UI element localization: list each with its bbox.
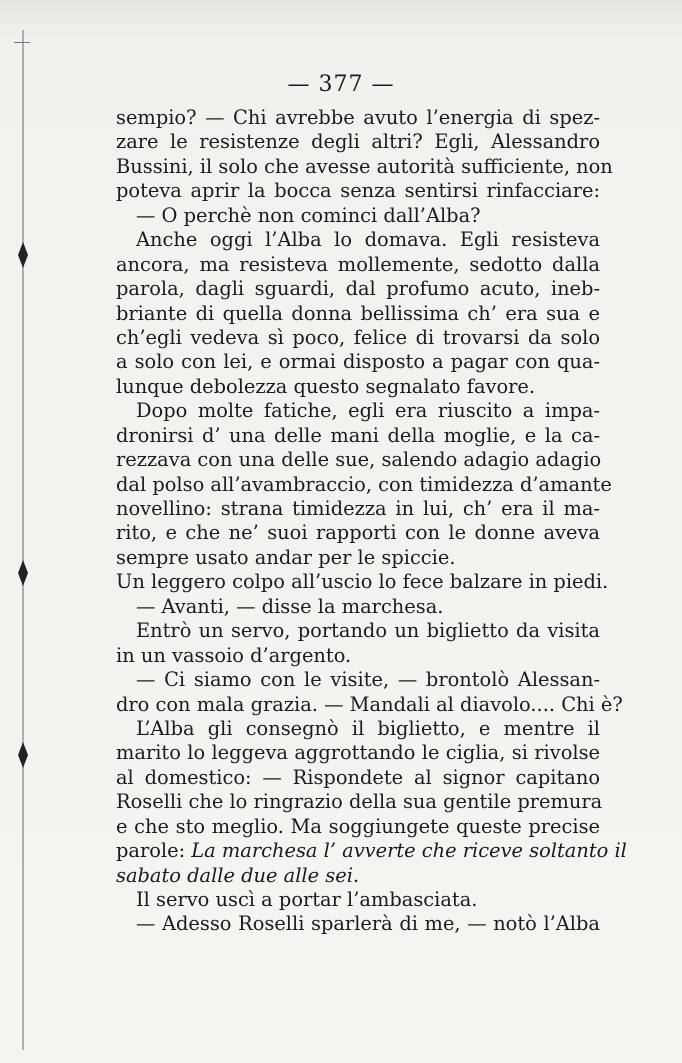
text-line: Il servo uscì a portar l’ambasciata. — [136, 888, 478, 911]
text-line: Anche oggi l’Alba lo domava. Egli resisteva — [136, 228, 600, 252]
text-line — [116, 839, 627, 863]
text-line: briante di quella donna bellissima ch’ era sua e — [116, 301, 600, 325]
text-line: Dopo molte fatiche, egli era riuscito a impa- — [136, 399, 600, 423]
text-line: — Ci siamo con le visite, — brontolò Alessan- — [136, 668, 600, 692]
text-line: dal polso all’avambraccio, con timidezza d’amante — [116, 472, 612, 496]
text-line: al domestico: — Rispondete al signor capitano — [116, 765, 600, 789]
margin-mark — [18, 560, 28, 586]
text-line: sempio? — Chi avrebbe avuto l’energia di spez- — [116, 106, 600, 129]
text-line: in un vassoio d’argento. — [116, 643, 352, 667]
text-line: Roselli che lo ringrazio della sua gentile premura — [116, 790, 603, 814]
text-line: dronirsi d’ una delle mani della moglie, e la ca- — [116, 423, 600, 447]
text-line: marito lo leggeva aggrottando le ciglia, si rivolse — [116, 741, 600, 765]
text-line: — O perchè non cominci dall’Alba? — [136, 203, 481, 227]
text-line: Entrò un servo, portando un biglietto da visita — [136, 619, 600, 643]
text-line: zare le resistenze degli altri? Egli, Alessandro — [116, 130, 600, 154]
margin-mark — [18, 742, 28, 768]
margin-rule — [22, 30, 24, 1050]
text-line: lunque debolezza questo segnalato favore. — [116, 374, 536, 398]
text-line: sempre usato andar per le spiccie. — [116, 545, 456, 569]
text-line: a solo con lei, e ormai disposto a pagar con qua- — [116, 350, 600, 374]
text-line: dro con mala grazia. — Mandali al diavolo.... Chi è? — [116, 692, 623, 716]
page-number: — 377 — — [287, 72, 395, 97]
text-line: ancora, ma resisteva mollemente, sedotto dalla — [116, 252, 600, 276]
margin-mark — [18, 242, 28, 268]
text-line: novellino: strana timidezza in lui, ch’ era il ma- — [116, 497, 600, 520]
text-line: — Avanti, — disse la marchesa. — [136, 594, 444, 618]
body-text — [116, 106, 627, 937]
line-prefix: parole: — [116, 839, 192, 863]
italic-quote: La marchesa l’ avverte che riceve soltanto il — [191, 839, 627, 863]
text-line: parola, dagli sguardi, dal profumo acuto, ineb- — [116, 277, 600, 301]
text-line: — Adesso Roselli sparlerà di me, — notò l’Alba — [136, 912, 600, 936]
text-line: e che sto meglio. Ma soggiungete queste precise — [116, 814, 600, 838]
text-line — [116, 864, 600, 888]
text-line: rezzava con una delle sue, salendo adagio adagio — [116, 448, 602, 472]
text-line: Bussini, il solo che avesse autorità sufficiente, non — [116, 154, 613, 178]
italic-quote: sabato dalle due alle sei. — [116, 863, 360, 887]
text-line: poteva aprir la bocca senza sentirsi rinfacciare: — [116, 179, 600, 203]
text-line: rito, e che ne’ suoi rapporti con le donne aveva — [116, 521, 600, 545]
margin-tick — [14, 42, 30, 43]
text-line: L’Alba gli consegnò il biglietto, e mentre il — [136, 716, 600, 740]
text-line: ch’egli vedeva sì poco, felice di trovarsi da solo — [116, 325, 600, 349]
text-line: Un leggero colpo all’uscio lo fece balzare in piedi. — [116, 570, 609, 594]
